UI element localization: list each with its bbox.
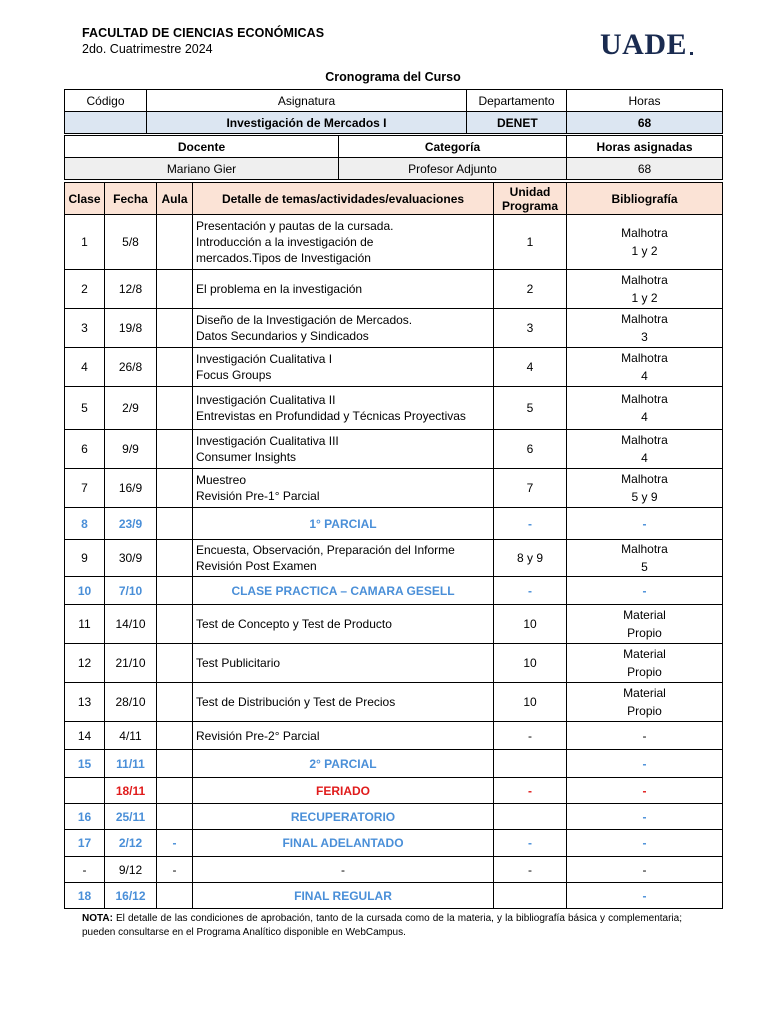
detalle-cell: [193, 577, 494, 605]
clase-cell: 15: [65, 750, 105, 778]
fecha-cell: 18/11: [105, 778, 157, 804]
detalle-cell: [193, 387, 494, 430]
departamento-value: DENET: [467, 112, 567, 134]
schedule-row: [65, 644, 723, 683]
clase-cell: 11: [65, 605, 105, 644]
detalle-line: Focus Groups: [196, 368, 272, 382]
course-info-value-row: [65, 112, 723, 134]
detalle-cell: [193, 778, 494, 804]
detalle-cell: [193, 469, 494, 508]
bibliografia-cell: [567, 804, 723, 830]
page-title: Cronograma del Curso: [325, 70, 461, 84]
schedule-row: [65, 683, 723, 722]
unidad-cell: -: [494, 857, 567, 883]
codigo-value: [65, 112, 147, 134]
horas-value: 68: [567, 112, 723, 134]
clase-header: Clase: [65, 183, 105, 215]
detalle-cell: [193, 605, 494, 644]
unidad-cell: 7: [494, 469, 567, 508]
detalle-line: Diseño de la Investigación de Mercados.: [196, 313, 413, 327]
clase-cell: 3: [65, 309, 105, 348]
detalle-cell: [193, 540, 494, 577]
aula-cell: [157, 778, 193, 804]
staff-table: [64, 135, 723, 180]
docente-value: Mariano Gier: [65, 158, 339, 180]
horas-asignadas-value: 68: [567, 158, 723, 180]
bibliografia-cell: [567, 830, 723, 857]
schedule-row: [65, 804, 723, 830]
aula-cell: [157, 270, 193, 309]
detalle-cell: [193, 750, 494, 778]
detalle-header: Detalle de temas/actividades/evaluaciones: [193, 183, 494, 215]
detalle-cell: [193, 830, 494, 857]
detalle-cell: [193, 683, 494, 722]
bibliografia-line: 5 y 9: [631, 490, 658, 504]
fecha-cell: 19/8: [105, 309, 157, 348]
horas-label: Horas: [567, 90, 723, 112]
bibliografia-line: 4: [641, 410, 648, 424]
course-info-table: [64, 89, 723, 134]
aula-cell: [157, 348, 193, 387]
bibliografia-line: 1 y 2: [631, 244, 658, 258]
bibliografia-cell: [567, 722, 723, 750]
asignatura-label: Asignatura: [147, 90, 467, 112]
bibliografia-line: -: [642, 809, 647, 824]
schedule-row: [65, 722, 723, 750]
bibliografia-cell: [567, 387, 723, 430]
unidad-cell: 10: [494, 683, 567, 722]
clase-cell: 5: [65, 387, 105, 430]
detalle-line: FINAL REGULAR: [294, 888, 392, 903]
clase-cell: 2: [65, 270, 105, 309]
detalle-line: FINAL ADELANTADO: [282, 836, 404, 850]
bibliografia-cell: [567, 348, 723, 387]
aula-cell: [157, 883, 193, 909]
detalle-line: Revisión Post Examen: [196, 559, 317, 573]
bibliografia-line: -: [642, 756, 647, 771]
detalle-cell: [193, 215, 494, 270]
aula-cell: [157, 722, 193, 750]
semester-label: 2do. Cuatrimestre 2024: [82, 42, 213, 56]
bibliografia-line: Propio: [627, 704, 662, 718]
bibliografia-cell: [567, 469, 723, 508]
bibliografia-line: -: [642, 888, 647, 903]
bibliografia-line: -: [642, 516, 647, 531]
fecha-cell: 30/9: [105, 540, 157, 577]
unidad-header: Unidad Programa: [494, 183, 567, 215]
fecha-cell: 16/9: [105, 469, 157, 508]
fecha-cell: 25/11: [105, 804, 157, 830]
fecha-cell: 5/8: [105, 215, 157, 270]
schedule-row: [65, 857, 723, 883]
detalle-cell: [193, 430, 494, 469]
schedule-row: [65, 508, 723, 540]
fecha-cell: 26/8: [105, 348, 157, 387]
detalle-cell: [193, 857, 494, 883]
unidad-cell: [494, 883, 567, 909]
fecha-cell: 14/10: [105, 605, 157, 644]
detalle-line: CLASE PRACTICA – CAMARA GESELL: [231, 583, 455, 598]
aula-cell: -: [157, 857, 193, 883]
unidad-cell: -: [494, 508, 567, 540]
bibliografia-line: -: [642, 862, 647, 877]
bibliografia-cell: [567, 430, 723, 469]
detalle-line: Entrevistas en Profundidad y Técnicas Proyectivas: [196, 409, 466, 423]
fecha-cell: 11/11: [105, 750, 157, 778]
fecha-cell: 21/10: [105, 644, 157, 683]
fecha-cell: 16/12: [105, 883, 157, 909]
clase-cell: 16: [65, 804, 105, 830]
schedule-row: [65, 778, 723, 804]
aula-cell: [157, 387, 193, 430]
detalle-line: Consumer Insights: [196, 450, 297, 464]
uade-logo: [600, 28, 687, 62]
clase-cell: 4: [65, 348, 105, 387]
bibliografia-line: 1 y 2: [631, 291, 658, 305]
unidad-cell: 2: [494, 270, 567, 309]
clase-cell: 6: [65, 430, 105, 469]
schedule-row: [65, 830, 723, 857]
aula-cell: [157, 309, 193, 348]
schedule-row: [65, 309, 723, 348]
fecha-cell: 12/8: [105, 270, 157, 309]
schedule-table: [64, 182, 723, 909]
bibliografia-line: Propio: [627, 626, 662, 640]
detalle-line: Revisión Pre-1° Parcial: [196, 489, 320, 503]
bibliografia-cell: [567, 883, 723, 909]
schedule-row: [65, 883, 723, 909]
fecha-header: Fecha: [105, 183, 157, 215]
bibliografia-cell: [567, 577, 723, 605]
detalle-line: Muestreo: [196, 473, 247, 487]
detalle-line: Investigación Cualitativa I: [196, 352, 333, 366]
aula-cell: [157, 508, 193, 540]
bibliografia-line: Propio: [627, 665, 662, 679]
unidad-cell: [494, 750, 567, 778]
detalle-cell: [193, 309, 494, 348]
clase-cell: 18: [65, 883, 105, 909]
fecha-cell: 28/10: [105, 683, 157, 722]
detalle-cell: [193, 804, 494, 830]
unidad-cell: 1: [494, 215, 567, 270]
unidad-cell: -: [494, 722, 567, 750]
schedule-header-row: [65, 183, 723, 215]
clase-cell: 7: [65, 469, 105, 508]
aula-cell: [157, 750, 193, 778]
bibliografia-line: Malhotra: [621, 351, 668, 365]
detalle-cell: [193, 883, 494, 909]
unidad-cell: 6: [494, 430, 567, 469]
detalle-line: El problema en la investigación: [196, 282, 363, 296]
schedule-row: [65, 348, 723, 387]
bibliografia-line: 4: [641, 369, 648, 383]
schedule-row: [65, 577, 723, 605]
bibliografia-cell: [567, 508, 723, 540]
unidad-cell: -: [494, 830, 567, 857]
bibliografia-line: -: [642, 836, 647, 850]
unidad-cell: 10: [494, 605, 567, 644]
bibliografia-line: Material: [623, 686, 666, 700]
detalle-line: Test de Distribución y Test de Precios: [196, 695, 396, 709]
unidad-cell: -: [494, 778, 567, 804]
detalle-line: Encuesta, Observación, Preparación del Informe: [196, 543, 455, 557]
clase-cell: -: [65, 857, 105, 883]
detalle-cell: [193, 270, 494, 309]
categoria-label: Categoría: [339, 136, 567, 158]
schedule-row: [65, 750, 723, 778]
fecha-cell: 2/12: [105, 830, 157, 857]
aula-cell: [157, 577, 193, 605]
aula-header: Aula: [157, 183, 193, 215]
aula-cell: [157, 644, 193, 683]
clase-cell: 13: [65, 683, 105, 722]
fecha-cell: 9/12: [105, 857, 157, 883]
unidad-cell: 4: [494, 348, 567, 387]
codigo-label: Código: [65, 90, 147, 112]
bibliografia-cell: [567, 778, 723, 804]
footnote: [82, 912, 682, 940]
unidad-cell: -: [494, 577, 567, 605]
schedule-row: [65, 387, 723, 430]
course-info-header-row: [65, 90, 723, 112]
bibliografia-line: -: [642, 783, 647, 798]
detalle-cell: [193, 722, 494, 750]
detalle-line: 1° PARCIAL: [309, 516, 377, 531]
fecha-cell: 23/9: [105, 508, 157, 540]
fecha-cell: 7/10: [105, 577, 157, 605]
footnote-label: NOTA:: [82, 913, 113, 924]
bibliografia-line: Malhotra: [621, 542, 668, 556]
bibliografia-cell: [567, 857, 723, 883]
detalle-line: Investigación Cualitativa III: [196, 434, 339, 448]
fecha-cell: 4/11: [105, 722, 157, 750]
bibliografia-line: Material: [623, 647, 666, 661]
aula-cell: [157, 215, 193, 270]
detalle-line: Investigación Cualitativa II: [196, 393, 336, 407]
bibliografia-cell: [567, 540, 723, 577]
bibliografia-line: Malhotra: [621, 312, 668, 326]
detalle-line: mercados.Tipos de Investigación: [196, 251, 371, 265]
unidad-cell: 10: [494, 644, 567, 683]
aula-cell: -: [157, 830, 193, 857]
detalle-line: Introducción a la investigación de: [196, 235, 374, 249]
aula-cell: [157, 605, 193, 644]
bibliografia-cell: [567, 309, 723, 348]
bibliografia-cell: [567, 750, 723, 778]
unidad-cell: 3: [494, 309, 567, 348]
docente-label: Docente: [65, 136, 339, 158]
detalle-line: Presentación y pautas de la cursada.: [196, 219, 394, 233]
detalle-line: Datos Secundarios y Sindicados: [196, 329, 369, 343]
faculty-name: FACULTAD DE CIENCIAS ECONÓMICAS: [82, 26, 325, 40]
schedule-body: [65, 183, 723, 909]
detalle-line: Test Publicitario: [196, 656, 281, 670]
bibliografia-line: Material: [623, 608, 666, 622]
bibliografia-line: Malhotra: [621, 472, 668, 486]
bibliografia-line: 3: [641, 330, 648, 344]
bibliografia-cell: [567, 605, 723, 644]
staff-header-row: [65, 136, 723, 158]
detalle-line: Revisión Pre-2° Parcial: [196, 728, 320, 743]
document-header: [82, 26, 324, 56]
detalle-line: Test de Concepto y Test de Producto: [196, 617, 392, 631]
aula-cell: [157, 469, 193, 508]
bibliografia-cell: [567, 215, 723, 270]
clase-cell: 17: [65, 830, 105, 857]
clase-cell: 8: [65, 508, 105, 540]
aula-cell: [157, 683, 193, 722]
clase-cell: 1: [65, 215, 105, 270]
detalle-line: -: [341, 862, 345, 877]
aula-cell: [157, 804, 193, 830]
bibliografia-cell: [567, 644, 723, 683]
horas-asignadas-label: Horas asignadas: [567, 136, 723, 158]
clase-cell: [65, 778, 105, 804]
clase-cell: 12: [65, 644, 105, 683]
bibliografia-header: Bibliografía: [567, 183, 723, 215]
unidad-cell: 8 y 9: [494, 540, 567, 577]
schedule-row: [65, 469, 723, 508]
bibliografia-line: -: [642, 583, 647, 598]
categoria-value: Profesor Adjunto: [339, 158, 567, 180]
bibliografia-line: -: [642, 728, 647, 743]
bibliografia-cell: [567, 270, 723, 309]
clase-cell: 14: [65, 722, 105, 750]
fecha-cell: 2/9: [105, 387, 157, 430]
detalle-line: RECUPERATORIO: [290, 809, 396, 824]
detalle-cell: [193, 508, 494, 540]
detalle-line: FERIADO: [316, 783, 370, 798]
detalle-cell: [193, 348, 494, 387]
fecha-cell: 9/9: [105, 430, 157, 469]
bibliografia-line: 5: [641, 560, 648, 574]
bibliografia-cell: [567, 683, 723, 722]
logo-dot: [690, 52, 693, 55]
unidad-cell: 5: [494, 387, 567, 430]
bibliografia-line: Malhotra: [621, 433, 668, 447]
departamento-label: Departamento: [467, 90, 567, 112]
schedule-row: [65, 605, 723, 644]
bibliografia-line: Malhotra: [621, 273, 668, 287]
detalle-line: 2° PARCIAL: [309, 756, 377, 771]
detalle-cell: [193, 644, 494, 683]
bibliografia-line: Malhotra: [621, 226, 668, 240]
aula-cell: [157, 540, 193, 577]
footnote-text: El detalle de las condiciones de aprobación, tanto de la cursada como de la materia, y la bibliografía básica y complementaria; pueden consultarse en el Programa Analítico disponible en WebCampus.: [82, 913, 682, 938]
bibliografia-line: 4: [641, 451, 648, 465]
schedule-row: [65, 430, 723, 469]
bibliografia-line: Malhotra: [621, 392, 668, 406]
schedule-row: [65, 215, 723, 270]
schedule-row: [65, 540, 723, 577]
asignatura-value: Investigación de Mercados I: [147, 112, 467, 134]
clase-cell: 10: [65, 577, 105, 605]
clase-cell: 9: [65, 540, 105, 577]
unidad-cell: [494, 804, 567, 830]
staff-value-row: [65, 158, 723, 180]
logo-text: UADE: [600, 28, 688, 61]
aula-cell: [157, 430, 193, 469]
schedule-row: [65, 270, 723, 309]
